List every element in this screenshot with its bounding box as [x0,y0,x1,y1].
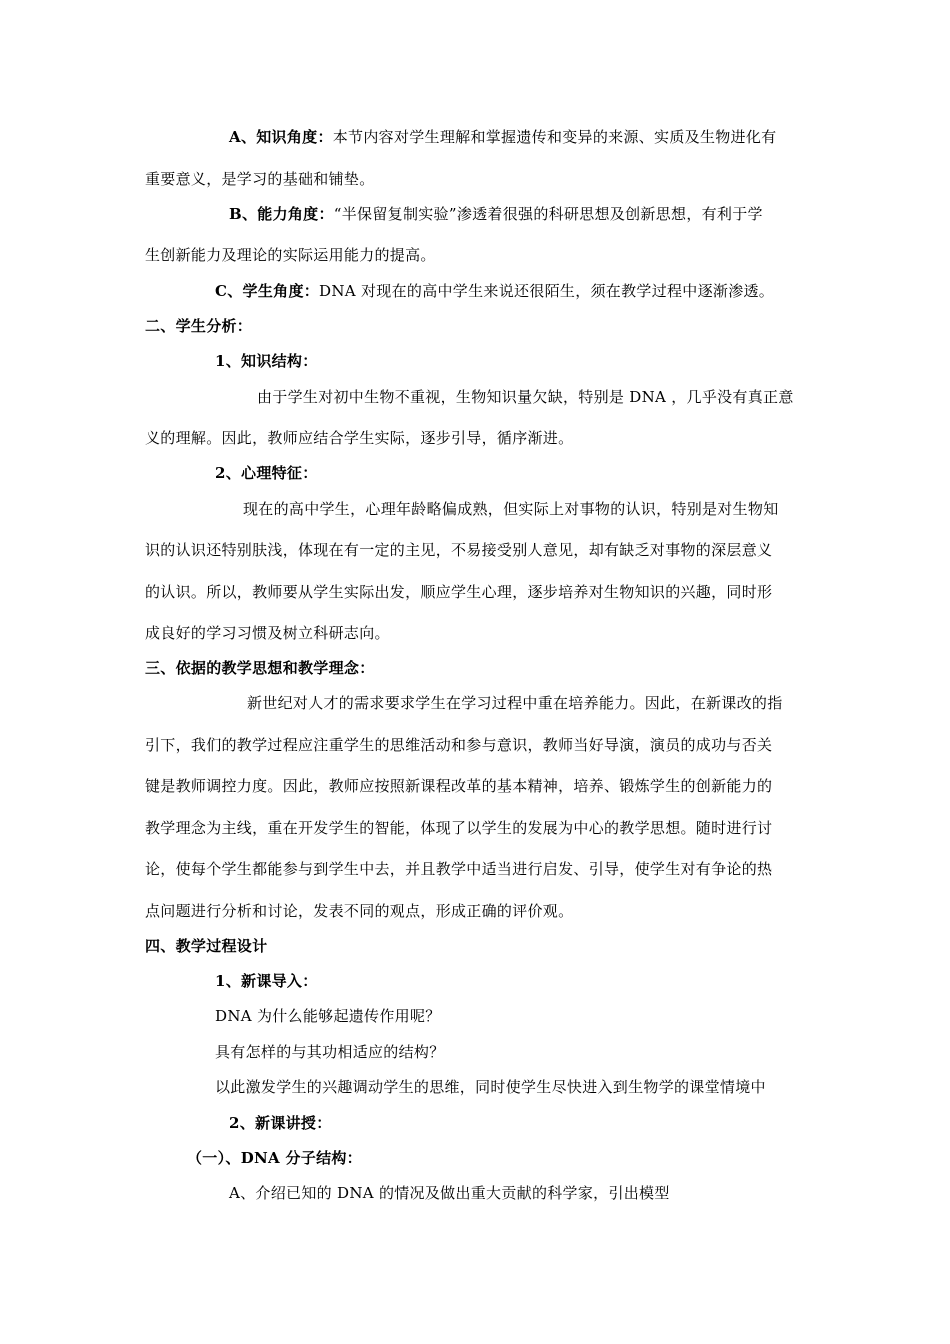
intro-line-3: 以此激发学生的兴趣调动学生的思维，同时使学生尽快进入到生物学的课堂情境中 [215,1078,766,1096]
intro-line-1: DNA 为什么能够起遗传作用呢？ [215,1007,441,1025]
lecture-item-a: A、介绍已知的 DNA 的情况及做出重大贡献的科学家，引出模型 [229,1184,670,1202]
heading-student-analysis: 二、学生分析： [145,317,253,335]
heading-teaching-process: 四、教学过程设计 [145,937,268,955]
psychology-title: 2、心理特征： [215,464,318,482]
philosophy-line-1: 新世纪对人才的需求要求学生在学习过程中重在培养能力。因此，在新课改的指 [247,694,783,712]
philosophy-line-5: 论，使每个学生都能参与到学生中去，并且教学中适当进行启发、引导，使学生对有争论的热 [145,860,773,878]
section-c-label: C、学生角度： [215,282,320,300]
section-a-text-1: 本节内容对学生理解和掌握遗传和变异的来源、实质及生物进化有 [332,128,777,146]
philosophy-line-2: 引下，我们的教学过程应注重学生的思维活动和参与意识，教师当好导演，演员的成功与否关 [145,736,773,754]
section-b-line-1 [229,204,763,224]
intro-title: 1、新课导入： [215,972,318,990]
section-c-text: DNA 对现在的高中学生来说还很陌生，须在教学过程中逐渐渗透。 [319,282,775,300]
philosophy-line-4: 教学理念为主线，重在开发学生的智能，体现了以学生的发展为中心的教学思想。随时进行讨 [145,819,773,837]
section-c-line [215,281,774,301]
knowledge-structure-line-2: 义的理解。因此，教师应结合学生实际，逐步引导，循序渐进。 [145,429,574,447]
lecture-title: 2、新课讲授： [229,1114,332,1132]
section-a-line-1 [229,127,776,147]
section-a-line-2: 重要意义，是学习的基础和铺垫。 [145,170,375,188]
intro-line-2: 具有怎样的与其功相适应的结构？ [215,1043,445,1061]
heading-teaching-philosophy: 三、依据的教学思想和教学理念： [145,659,375,677]
psychology-line-4: 成良好的学习习惯及树立科研志向。 [145,624,390,642]
lecture-subtitle: （一）、DNA 分子结构： [187,1149,362,1167]
philosophy-line-6: 点问题进行分析和讨论，发表不同的观点，形成正确的评价观。 [145,902,574,920]
knowledge-structure-line-1: 由于学生对初中生物不重视，生物知识量欠缺，特别是 DNA ，几乎没有真正意 [257,388,794,406]
knowledge-structure-title: 1、知识结构： [215,352,318,370]
psychology-line-3: 的认识。所以，教师要从学生实际出发，顺应学生心理，逐步培养对生物知识的兴趣，同时形 [145,583,773,601]
psychology-line-2: 识的认识还特别肤浅，体现在有一定的主见，不易接受别人意见，却有缺乏对事物的深层意义 [145,541,773,559]
section-b-text-1: “半保留复制实验”渗透着很强的科研思想及创新思想，有利于学 [333,205,763,223]
philosophy-line-3: 键是教师调控力度。因此，教师应按照新课程改革的基本精神，培养、锻炼学生的创新能力的 [145,777,773,795]
section-b-line-2: 生创新能力及理论的实际运用能力的提高。 [145,246,436,264]
section-a-label: A、知识角度： [229,128,333,146]
section-b-label: B、能力角度： [229,205,334,223]
psychology-line-1: 现在的高中学生，心理年龄略偏成熟，但实际上对事物的认识，特别是对生物知 [243,500,779,518]
